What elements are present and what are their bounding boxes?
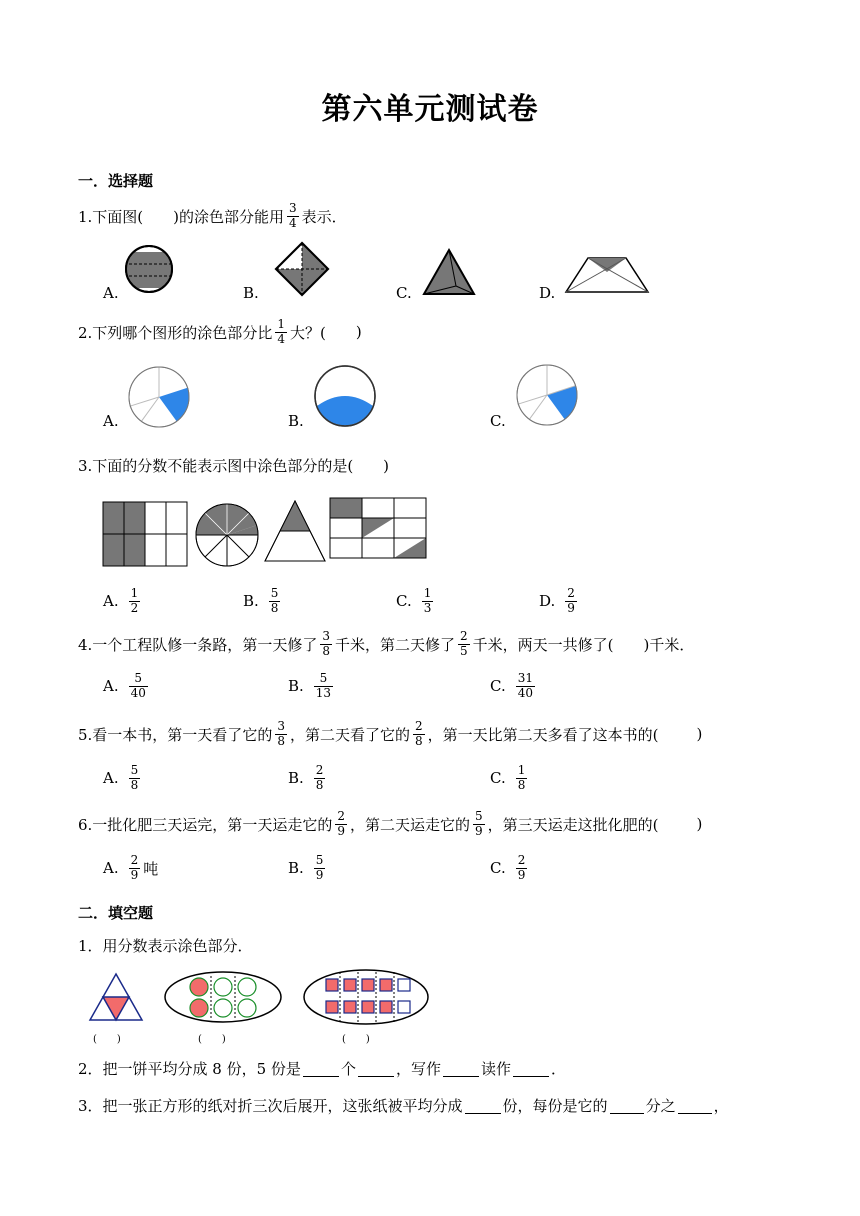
- q1-fraction: $\frac{3}{4}$: [289, 201, 297, 230]
- f1-answer-paren-2[interactable]: ( ): [198, 1034, 226, 1045]
- section-heading-choice: 一．选择题: [78, 172, 154, 190]
- q4-text-end: )千米．: [643, 635, 695, 654]
- f2-blank-2[interactable]: [358, 1060, 394, 1077]
- f2-text-b: 个: [340, 1060, 356, 1078]
- q2-figure-pie-a: [128, 366, 190, 428]
- f2-text-e: ．: [550, 1060, 566, 1078]
- q4-option-c[interactable]: C. $\frac{31}{40}$: [490, 671, 533, 700]
- f1-figure-triangle: [88, 972, 144, 1022]
- q5-fraction-1: $\frac{3}{8}$: [277, 719, 285, 748]
- question-5: [78, 720, 702, 749]
- q3-figure-grid: [103, 502, 187, 566]
- q5-text-end: ): [696, 725, 703, 744]
- q6-option-c[interactable]: C. $\frac{2}{9}$: [490, 853, 526, 882]
- q3-option-a[interactable]: A. $\frac{1}{2}$: [103, 586, 139, 615]
- q3-option-c[interactable]: C. $\frac{1}{3}$: [396, 586, 432, 615]
- q1-figure-circle: [124, 244, 174, 294]
- q1-option-c[interactable]: C.: [396, 284, 412, 302]
- fill-question-2: [78, 1058, 566, 1079]
- q3-figure-triangle: [264, 500, 326, 562]
- q6-option-a[interactable]: A. $\frac{2}{9}$ 吨: [103, 853, 159, 882]
- q3-figure-pie: [194, 502, 260, 568]
- f3-blank-2[interactable]: [610, 1097, 644, 1114]
- q1-figure-trapezoid: [564, 256, 650, 294]
- f2-blank-1[interactable]: [303, 1060, 339, 1077]
- f1-answer-paren-1[interactable]: ( ): [93, 1034, 121, 1045]
- q6-text-mid: ，第二天运走它的: [349, 815, 470, 834]
- q3-text: 3.下面的分数不能表示图中涂色部分的是(: [78, 457, 354, 475]
- q2-option-a[interactable]: A.: [103, 412, 119, 430]
- q3-option-d[interactable]: D. $\frac{2}{9}$: [539, 586, 575, 615]
- q5-text-mid: ，第二天看了它的: [289, 725, 410, 744]
- q4-text-post: 千米，两天一共修了(: [472, 635, 614, 654]
- q6-option-b[interactable]: B. $\frac{5}{9}$: [288, 853, 324, 882]
- question-1: [78, 202, 347, 231]
- q4-text-mid: 千米，第二天修了: [334, 635, 455, 654]
- q2-fraction: $\frac{1}{4}$: [277, 317, 285, 346]
- f1-figure-oval-squares: [302, 968, 430, 1026]
- q1-figure-pyramid: [422, 248, 476, 296]
- q2-option-b[interactable]: B.: [288, 412, 304, 430]
- q2-figure-pie-c: [516, 364, 578, 426]
- q6-fraction-1: $\frac{2}{9}$: [337, 809, 345, 838]
- q1-text-post: 表示．: [301, 207, 347, 226]
- fill-question-1: 1．用分数表示涂色部分．: [78, 937, 253, 955]
- q1-option-a[interactable]: A.: [103, 284, 119, 302]
- q5-option-c[interactable]: C. $\frac{1}{8}$: [490, 763, 526, 792]
- q2-figure-pie-b: [313, 364, 377, 428]
- f3-text-d: ，: [713, 1097, 729, 1115]
- f1-figure-oval-circles: [163, 970, 283, 1024]
- question-2: [78, 318, 362, 347]
- f3-blank-1[interactable]: [465, 1097, 501, 1114]
- q2-text-end: ): [355, 323, 362, 342]
- q6-fraction-2: $\frac{5}{9}$: [474, 809, 483, 838]
- q3-text-end: ): [383, 456, 390, 475]
- f2-text-a: 2．把一饼平均分成 8 份，5 份是: [78, 1060, 301, 1078]
- f2-text-d: 读作: [480, 1060, 511, 1078]
- q4-option-a[interactable]: A. $\frac{5}{40}$: [103, 671, 146, 700]
- f3-blank-3[interactable]: [678, 1097, 712, 1114]
- q1-option-d[interactable]: D.: [539, 284, 556, 302]
- q2-text-pre: 2.下列哪个图形的涂色部分比: [78, 323, 273, 342]
- question-3: [78, 455, 389, 476]
- fill-question-3: [78, 1095, 729, 1116]
- q3-figure-rect-grid: [330, 498, 426, 558]
- f2-blank-4[interactable]: [513, 1060, 549, 1077]
- q6-text-pre: 6.一批化肥三天运完，第一天运走它的: [78, 815, 333, 834]
- q4-fraction-1: $\frac{3}{8}$: [322, 629, 330, 658]
- q6-text-end: ): [696, 815, 703, 834]
- q2-text-post: 大？(: [289, 323, 326, 342]
- f2-blank-3[interactable]: [443, 1060, 479, 1077]
- question-4: [78, 630, 694, 659]
- q6-text-post: ，第三天运走这批化肥的(: [487, 815, 659, 834]
- q1-text-mid: )的涂色部分能用: [173, 207, 285, 226]
- q5-fraction-2: $\frac{2}{8}$: [414, 719, 423, 748]
- f3-text-b: 份，每份是它的: [502, 1097, 608, 1115]
- q5-text-post: ，第一天比第二天多看了这本书的(: [427, 725, 659, 744]
- f1-answer-paren-3[interactable]: ( ): [342, 1034, 370, 1045]
- f3-text-c: 分之: [645, 1097, 676, 1115]
- question-6: [78, 810, 702, 839]
- page-title: 第六单元测试卷: [321, 92, 539, 127]
- q5-option-a[interactable]: A. $\frac{5}{8}$: [103, 763, 139, 792]
- q1-figure-diamond: [274, 241, 330, 297]
- q1-option-b[interactable]: B.: [243, 284, 259, 302]
- q4-option-b[interactable]: B. $\frac{5}{13}$: [288, 671, 332, 700]
- q2-option-c[interactable]: C.: [490, 412, 506, 430]
- q5-text-pre: 5.看一本书，第一天看了它的: [78, 725, 273, 744]
- f3-text-a: 3．把一张正方形的纸对折三次后展开，这张纸被平均分成: [78, 1097, 463, 1115]
- q1-text-pre: 1.下面图(: [78, 207, 144, 226]
- q4-text-pre: 4.一个工程队修一条路，第一天修了: [78, 635, 318, 654]
- f2-text-c: ，写作: [395, 1060, 441, 1078]
- q5-option-b[interactable]: B. $\frac{2}{8}$: [288, 763, 324, 792]
- q4-fraction-2: $\frac{2}{5}$: [459, 629, 468, 658]
- section-heading-fill: 二．填空题: [78, 904, 154, 922]
- q3-option-b[interactable]: B. $\frac{5}{8}$: [243, 586, 279, 615]
